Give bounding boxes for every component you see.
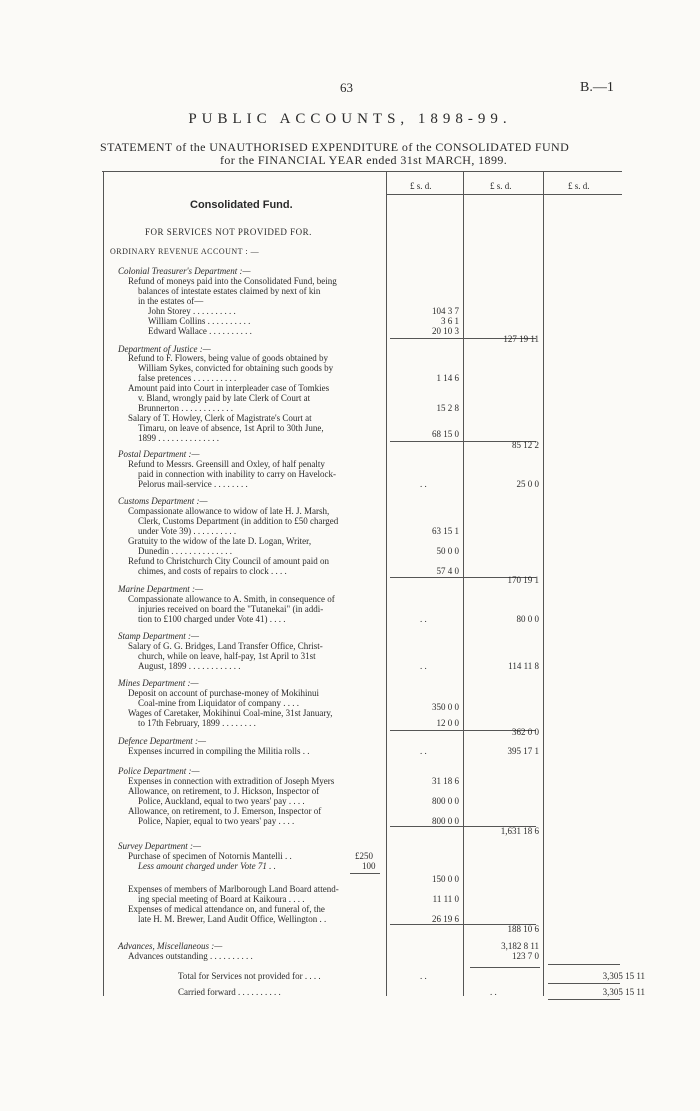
leader-dots: . . [490, 987, 497, 997]
amount: 3 6 1 [441, 316, 459, 326]
entry-line: Compassionate allowance to widow of late H. J. Marsh, [128, 506, 330, 516]
dept-heading: Marine Department :— [118, 584, 203, 594]
entry-line: Expenses incurred in compiling the Militia rolls . . [128, 746, 310, 756]
account-heading: ORDINARY REVENUE ACCOUNT : — [110, 247, 260, 256]
services-total-label: Total for Services not provided for . . . . [178, 971, 321, 981]
amount: 350 0 0 [432, 702, 459, 712]
entry-line: tion to £100 charged under Vote 41) . . . . [138, 614, 286, 624]
column-header-1: £ s. d. [410, 181, 432, 191]
entry-line: paid in connection with inability to carry on Havelock- [138, 469, 336, 479]
entry-line: in the estates of— [138, 296, 204, 306]
entry-line: v. Bland, wrongly paid by late Clerk of Court at [138, 393, 311, 403]
entry-line: ing special meeting of Board at Kaikoura . . . . [138, 894, 305, 904]
grand-total-rule [548, 983, 620, 984]
entry-line: Amount paid into Court in interpleader case of Tomkies [128, 383, 330, 393]
dept-heading: Stamp Department :— [118, 631, 199, 641]
amount: 26 19 6 [432, 914, 459, 924]
entry-line: William Sykes, convicted for obtaining such goods by [138, 363, 334, 373]
dept-heading: Colonial Treasurer's Department :— [118, 266, 251, 276]
services-total-amount: 3,305 15 11 [602, 971, 645, 981]
amount: 31 18 6 [432, 776, 459, 786]
amount: 104 3 7 [432, 306, 459, 316]
entry-line: John Storey . . . . . . . . . . [148, 306, 236, 316]
table-left-rule [103, 171, 104, 996]
entry-line: Expenses of medical attendance on, and funeral of, the [128, 904, 325, 914]
entry-line: Pelorus mail-service . . . . . . . . [138, 479, 248, 489]
amount: 63 15 1 [432, 526, 459, 536]
entry-line: Dunedin . . . . . . . . . . . . . . [138, 546, 232, 556]
entry-line: Timaru, on leave of absence, 1st April to 30th June, [138, 423, 324, 433]
entry-line: Wages of Caretaker, Mokihinui Coal-mine, 31st January, [128, 708, 333, 718]
inner-rule [350, 873, 380, 874]
column-rule-2 [463, 171, 464, 996]
column-rule-1 [386, 171, 387, 996]
department-total: 395 17 1 [507, 746, 539, 756]
entry-line: Compassionate allowance to A. Smith, in consequence of [128, 594, 335, 604]
entry-line: late H. M. Brewer, Land Audit Office, Wellington . . [138, 914, 327, 924]
entry-line: Refund to F. Flowers, being value of goods obtained by [128, 353, 329, 363]
dept-heading: Survey Department :— [118, 841, 201, 851]
header-rule [386, 194, 622, 195]
entry-line: Police, Auckland, equal to two years' pay . . . . [138, 796, 305, 806]
department-total: 80 0 0 [516, 614, 539, 624]
entry-line: church, while on leave, half-pay, 1st April to 31st [138, 651, 316, 661]
amount: 68 15 0 [432, 429, 459, 439]
dept-heading: Postal Department :— [118, 449, 200, 459]
entry-line: Purchase of specimen of Notornis Mantelli . . [128, 851, 292, 861]
department-total: 1,631 18 6 [500, 826, 539, 836]
entry-line: Coal-mine from Liquidator of company . . . . [138, 698, 299, 708]
amount: 150 0 0 [432, 874, 459, 884]
statement-title-line-2: for the FINANCIAL YEAR ended 31st MARCH, 1899. [220, 153, 508, 167]
entry-line: Brunnerton . . . . . . . . . . . . [138, 403, 233, 413]
entry-line: Expenses in connection with extradition of Joseph Myers [128, 776, 335, 786]
entry-line: to 17th February, 1899 . . . . . . . . [138, 718, 256, 728]
entry-line: Deposit on account of purchase-money of Mokihinui [128, 688, 319, 698]
amount: 12 0 0 [436, 718, 459, 728]
leader-dots: . . [420, 614, 427, 624]
department-total: 362 0 0 [512, 727, 539, 737]
department-total: 170 19 1 [507, 575, 539, 585]
entry-line: Salary of G. G. Bridges, Land Transfer Office, Christ- [128, 641, 323, 651]
entry-line: Refund of moneys paid into the Consolidated Fund, being [128, 276, 337, 286]
entry-line: Allowance, on retirement, to J. Hickson, Inspector of [128, 786, 320, 796]
carried-forward-label: Carried forward . . . . . . . . . . [178, 987, 281, 997]
column-rule-3 [543, 171, 544, 996]
dept-heading: Police Department :— [118, 766, 200, 776]
entry-line: Clerk, Customs Department (in addition to £50 charged [138, 516, 339, 526]
entry-line: Expenses of members of Marlborough Land Board attend- [128, 884, 339, 894]
amount: 123 7 0 [512, 951, 539, 961]
entry-line: Allowance, on retirement, to J. Emerson, Inspector of [128, 806, 322, 816]
amount: 15 2 8 [436, 403, 459, 413]
entry-line: August, 1899 . . . . . . . . . . . . [138, 661, 241, 671]
dept-heading: Mines Department :— [118, 678, 199, 688]
amount: 50 0 0 [436, 546, 459, 556]
entry-line: injuries received on board the "Tutanekai" (in addi- [138, 604, 324, 614]
inner-amount: £250 [355, 851, 373, 861]
entry-line: Advances outstanding . . . . . . . . . . [128, 951, 253, 961]
subtotal-amount: 3,182 8 11 [501, 941, 539, 951]
amount: 11 11 0 [432, 894, 459, 904]
department-total: 188 10 6 [507, 924, 539, 934]
column-header-3: £ s. d. [568, 181, 590, 191]
department-total: 85 12 2 [512, 440, 539, 450]
dept-heading: Customs Department :— [118, 496, 208, 506]
entry-line: Refund to Messrs. Greensill and Oxley, of half penalty [128, 459, 325, 469]
carried-forward-amount: 3,305 15 11 [602, 987, 645, 997]
entry-line: balances of intestate estates claimed by next of kin [138, 286, 321, 296]
entry-line: under Vote 39) . . . . . . . . . . [138, 526, 237, 536]
total-rule [470, 967, 540, 968]
amount: 800 0 0 [432, 796, 459, 806]
section-subtitle: FOR SERVICES NOT PROVIDED FOR. [145, 227, 312, 237]
entry-line: Salary of T. Howley, Clerk of Magistrate's Court at [128, 413, 312, 423]
entry-line: Less amount charged under Vote 71 . . [138, 861, 276, 871]
dept-heading: Defence Department :— [118, 736, 206, 746]
amount: 20 10 3 [432, 326, 459, 336]
department-total: 127 19 11 [503, 334, 539, 344]
amount: 1 14 6 [436, 373, 459, 383]
document-reference: B.—1 [580, 80, 614, 95]
leader-dots: . . [420, 971, 427, 981]
leader-dots: . . [420, 661, 427, 671]
amount: 57 4 0 [436, 566, 459, 576]
entry-line: chimes, and costs of repairs to clock . . . . [138, 566, 287, 576]
entry-line: Police, Napier, equal to two years' pay . . . . [138, 816, 295, 826]
department-total: 114 11 8 [508, 661, 539, 671]
entry-line: Refund to Christchurch City Council of amount paid on [128, 556, 329, 566]
dept-heading: Advances, Miscellaneous :— [118, 941, 223, 951]
column-header-2: £ s. d. [490, 181, 512, 191]
department-total: 25 0 0 [516, 479, 539, 489]
statement-title-line-1: STATEMENT of the UNAUTHORISED EXPENDITURE of the CONSOLIDATED FUND [100, 140, 570, 154]
carried-forward-rule [548, 999, 620, 1000]
fund-title: Consolidated Fund. [190, 199, 293, 211]
amount: 800 0 0 [432, 816, 459, 826]
page-number: 63 [340, 80, 353, 95]
inner-amount: 100 [362, 861, 376, 871]
entry-line: false pretences . . . . . . . . . . [138, 373, 237, 383]
entry-line: Edward Wallace . . . . . . . . . . [148, 326, 252, 336]
table-top-rule [102, 171, 622, 172]
entry-line: 1899 . . . . . . . . . . . . . . [138, 433, 219, 443]
page-heading: PUBLIC ACCOUNTS, 1898-99. [188, 111, 512, 127]
dept-heading: Department of Justice :— [118, 344, 211, 354]
entry-line: Gratuity to the widow of the late D. Logan, Writer, [128, 536, 312, 546]
leader-dots: . . [420, 479, 427, 489]
entry-line: William Collins . . . . . . . . . . [148, 316, 251, 326]
leader-dots: . . [420, 746, 427, 756]
grand-total-rule [548, 964, 620, 965]
